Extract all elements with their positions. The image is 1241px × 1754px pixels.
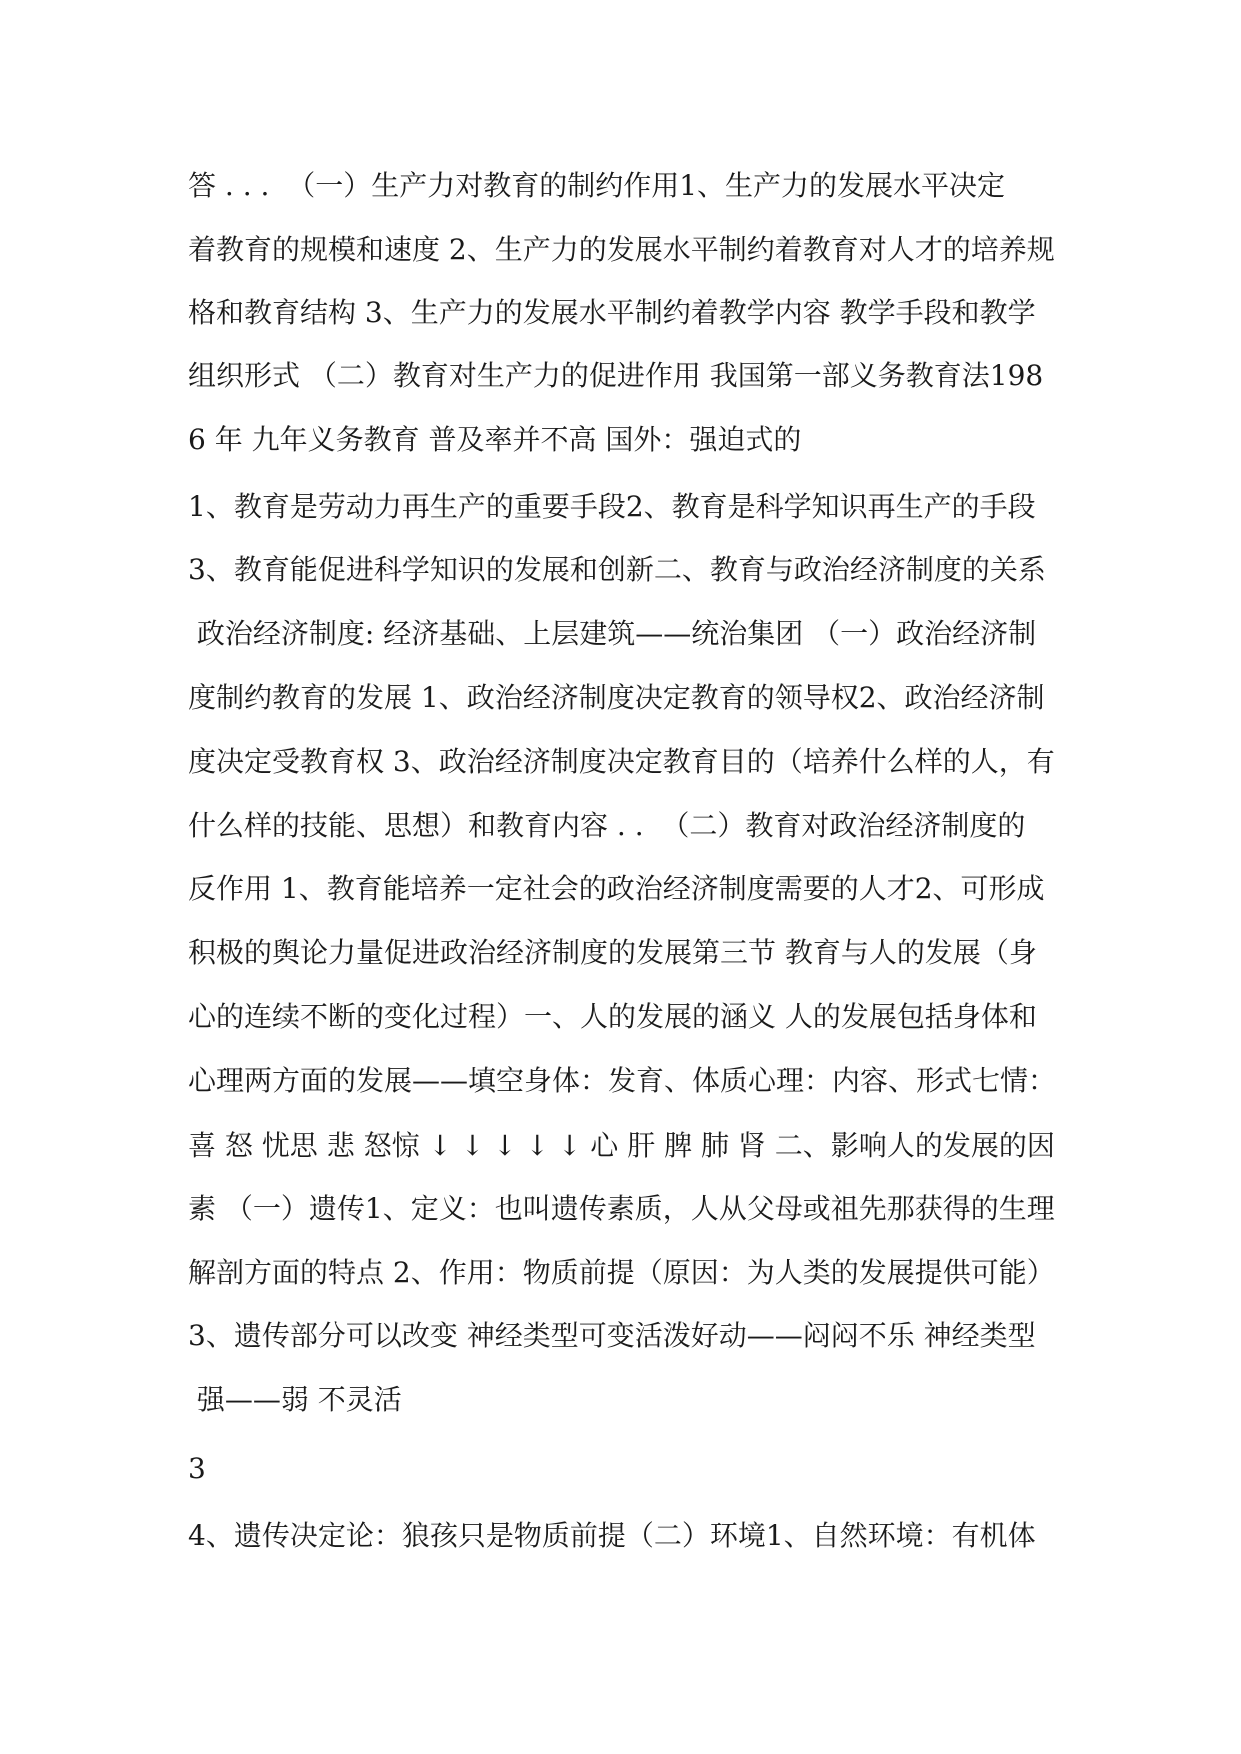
text-line: 3、教育能促进科学知识的发展和创新二、教育与政治经济制度的关系 xyxy=(188,553,1046,586)
text-line: 反作用 1、教育能培养一定社会的政治经济制度需要的人才2、可形成 xyxy=(188,872,1045,905)
text-line: 答 . . . （一）生产力对教育的制约作用1、生产力的发展水平决定 xyxy=(188,169,1006,202)
text-line: 解剖方面的特点 2、作用：物质前提（原因：为人类的发展提供可能） xyxy=(188,1256,1055,1289)
text-line: 心理两方面的发展——填空身体：发育、体质心理：内容、形式七情： xyxy=(188,1064,1057,1097)
page-number: 3 xyxy=(188,1452,206,1485)
text-line: 度决定受教育权 3、政治经济制度决定教育目的（培养什么样的人，有 xyxy=(188,745,1055,778)
text-line: 度制约教育的发展 1、政治经济制度决定教育的领导权2、政治经济制 xyxy=(188,681,1045,714)
text-line: 心的连续不断的变化过程）一、人的发展的涵义 人的发展包括身体和 xyxy=(188,1000,1037,1033)
text-line: 什么样的技能、思想）和教育内容 . . （二）教育对政治经济制度的 xyxy=(188,809,1026,842)
text-line: 3、遗传部分可以改变 神经类型可变活泼好动——闷闷不乐 神经类型 xyxy=(188,1319,1036,1352)
text-line: 素 （一）遗传1、定义：也叫遗传素质，人从父母或祖先那获得的生理 xyxy=(188,1192,1055,1225)
text-line: 积极的舆论力量促进政治经济制度的发展第三节 教育与人的发展（身 xyxy=(188,936,1037,969)
text-line: 组织形式 （二）教育对生产力的促进作用 我国第一部义务教育法198 xyxy=(188,359,1044,392)
text-line: 1、教育是劳动力再生产的重要手段2、教育是科学知识再生产的手段 xyxy=(188,490,1036,523)
text-line: 4、遗传决定论：狼孩只是物质前提（二）环境1、自然环境：有机体 xyxy=(188,1519,1036,1552)
text-line: 着教育的规模和速度 2、生产力的发展水平制约着教育对人才的培养规 xyxy=(188,233,1055,266)
text-line: 喜 怒 忧思 悲 怒惊 ↓ ↓ ↓ ↓ ↓ 心 肝 脾 肺 肾 二、影响人的发展的因 xyxy=(188,1129,1055,1162)
text-line: 6 年 九年义务教育 普及率并不高 国外：强迫式的 xyxy=(188,423,802,456)
text-line: 格和教育结构 3、生产力的发展水平制约着教学内容 教学手段和教学 xyxy=(188,296,1036,329)
text-line: 强——弱 不灵活 xyxy=(188,1383,402,1416)
text-line: 政治经济制度: 经济基础、上层建筑——统治集团 （一）政治经济制 xyxy=(188,617,1037,650)
